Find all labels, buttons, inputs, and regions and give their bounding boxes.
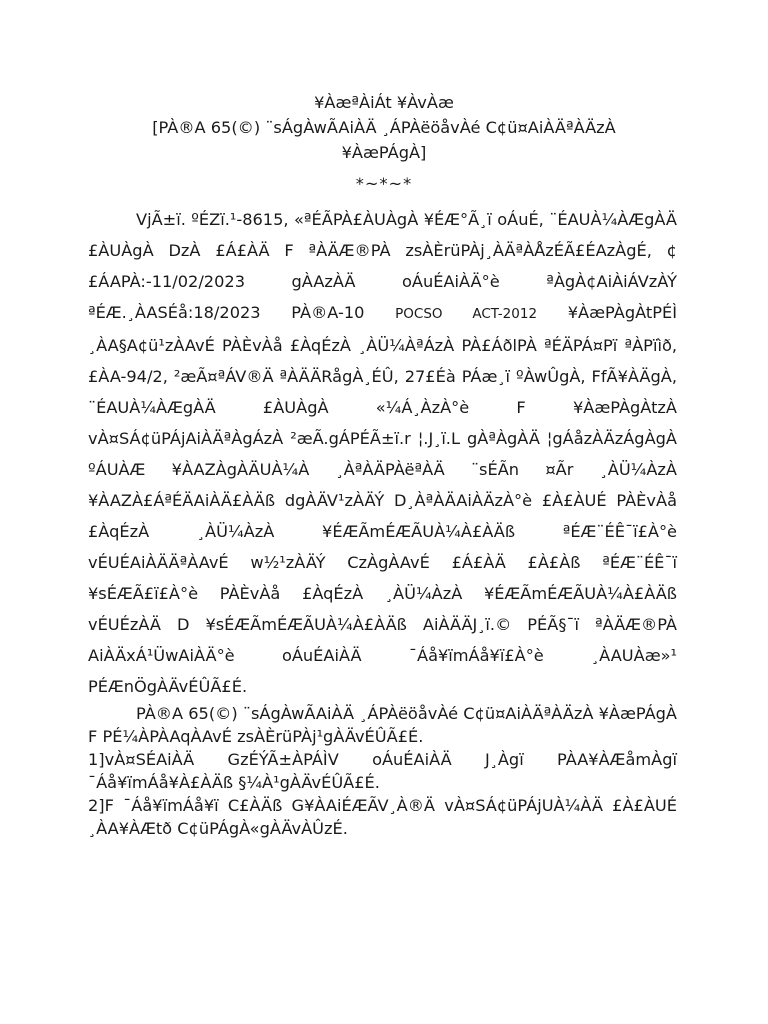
list-item-2: 2]F ¯Áå¥ïmÁå¥ï C£ÀÄß G¥ÀAiÉÆÃV¸À®Ä vÀ¤SÁ¢üPÁjUÀ¼ÀÄ £À£ÀUÉ ¸ÀA¥ÀÆtð C¢üPÁgÀ«gÀÄvÀÛzÉ. (88, 796, 677, 838)
document-header (0, 0, 768, 165)
paragraph-text: VjÃ±ï. ºÉZï.¹-8615, «ªÉÃPÀ£ÀUÀgÀ ¥ÉÆ°Ã¸ï oÁuÉ, ¨ÉAUÀ¼ÀÆgÀÄ £ÀUÀgÀ DzÀ £Á£ÀÄ F ªÀÄÆ®PÀ zsÀÈrüPÀj¸ÀÄªÀÅzÉÃ£ÉAzÀgÉ, ¢£ÁAPÀ:-11/02/2023 gÀAzÀÄ oÁuÉAiÀÄ°è ªÀgÀ¢AiÀiÁVzÀÝ ªÉÆ.¸ÀASÉå:18/2023 PÀ®A-10 (88, 210, 677, 322)
paragraph-text-continued: ¥ÀæPÀgÀtPÉÌ ¸ÀA§A¢ü¹zÀAvÉ PÀÈvÀå £ÀqÉzÀ ¸ÀÜ¼ÀªÁzÀ PÀ£ÁðlPÀ ªÉÄPÁ¤Pï ªÀPïìð, £ÀA-94/2, ²æÃ¤ªÁV®Ä ªÀÄÄRågÀ¸ÉÛ, 27£Éà PÁæ¸ï ºÀwÛgÀ, FfÃ¥ÀÄgÀ, ¨ÉAUÀ¼ÀÆgÀÄ £ÀUÀgÀ «¼Á¸ÀzÀ°è F ¥ÀæPÀgÀtzÀ vÀ¤SÁ¢üPÁjAiÀÄªÀgÁzÀ ²æÃ.gÁPÉÃ±ï.r ¦.J¸ï.L gÀªÀgÀÄ ¦gÁåzÀÄzÁgÀgÀ ºÁUÀÆ ¥ÀAZÀgÀÄUÀ¼À ¸ÀªÀÄPÀëªÀÄ ¨sÉÃn ¤Ãr ¸ÀÜ¼ÀzÀ ¥ÀAZÀ£ÁªÉÄAiÀÄ£ÀÄß dgÀÄV¹zÀÄÝ D¸ÀªÀÄAiÀÄzÀ°è £À£ÀUÉ PÀÈvÀå £ÀqÉzÀ ¸ÀÜ¼ÀzÀ ¥ÉÆÃmÉÆÃUÀ¼À£ÀÄß ªÉÆ¨ÉÊ¯ï£À°è vÉUÉAiÀÄÄªÀAvÉ w½¹zÀÄÝ CzÀgÀAvÉ £Á£ÀÄ £À£Àß ªÉÆ¨ÉÊ¯ï ¥sÉÆÃ£ï£À°è PÀÈvÀå £ÀqÉzÀ ¸ÀÜ¼ÀzÀ ¥ÉÆÃmÉÆÃUÀ¼À£ÀÄß vÉUÉzÀÄ D ¥sÉÆÃmÉÆÃUÀ¼À£ÀÄß AiÀÄÄJ¸ï.© PÉÃ§¯ï ªÀÄÆ®PÀ AiÀÄxÁ¹ÜwAiÀÄ°è oÁuÉAiÀÄ ¯Áå¥ïmÁå¥ï£À°è ¸ÀAUÀæ»¹ PÉÆnÖgÀÄvÉÛÃ£É. (88, 303, 677, 696)
list-item-1: 1]vÀ¤SÉAiÀÄ GzÉÝÃ±ÀPÁÌV oÁuÉAiÀÄ J¸Àgï PÀA¥ÀÆåmÀgï ¯Áå¥ïmÁå¥À£ÀÄß §¼À¹gÀÄvÉÛÃ£É. (88, 750, 677, 792)
document-body (88, 204, 677, 840)
body-paragraph-2: PÀ®A 65(©) ¨sÁgÀwÃAiÀÄ ¸ÁPÀëöåvÀé C¢ü¤AiÀÄªÀÄzÀ ¥ÀæPÁgÀ F PÉ¼ÀPÀAqÀAvÉ zsÀÈrüPÀj¹gÀÄvÉÛÃ£É. (88, 704, 677, 746)
body-paragraph-1 (88, 204, 677, 702)
act-reference: POCSO ACT-2012 (395, 306, 538, 322)
document-subtitle: [PÀ®A 65(©) ¨sÁgÀwÃAiÀÄ ¸ÁPÀëöåvÀé C¢ü¤AiÀÄªÀÄzÀ (152, 118, 616, 137)
document-title: ¥ÀæªÀiÁt ¥ÀvÀæ (314, 93, 454, 112)
document-subtitle-continued: ¥ÀæPÁgÀ] (341, 143, 427, 162)
section-ornament: *~*~* (355, 174, 413, 193)
